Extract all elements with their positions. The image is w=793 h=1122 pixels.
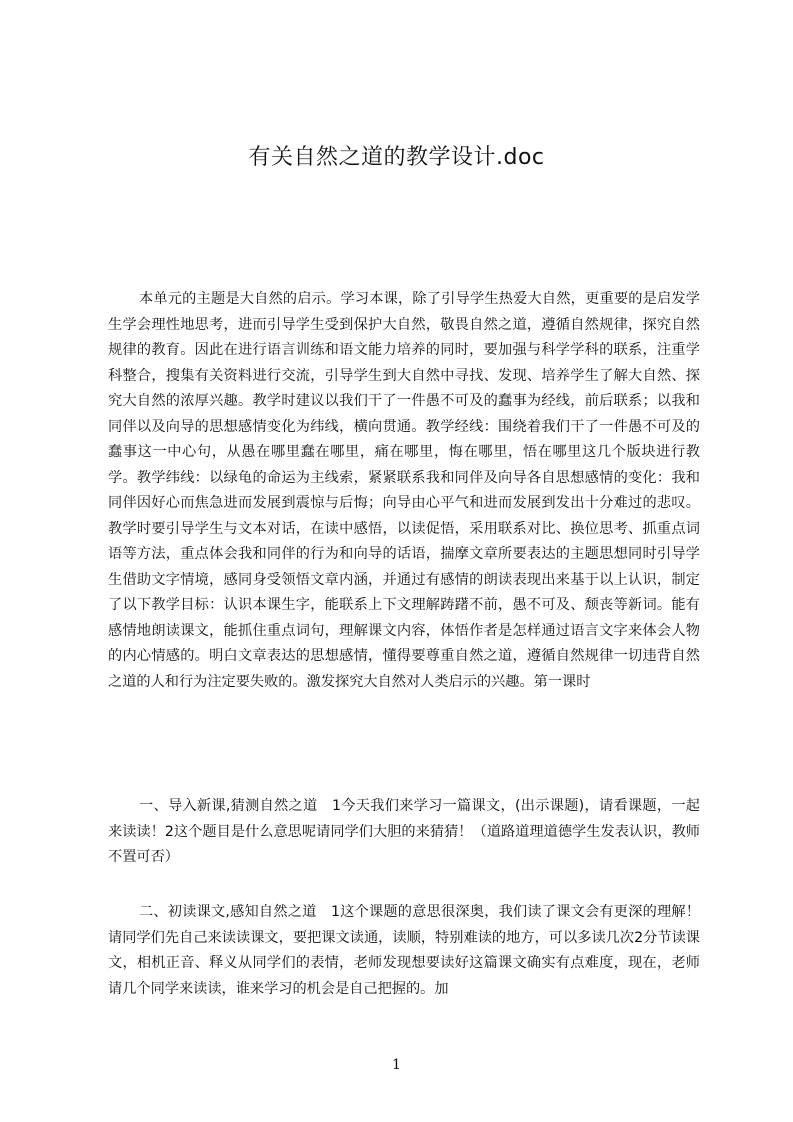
document-title: 有关自然之道的教学设计.doc bbox=[248, 145, 545, 170]
page-number: 1 bbox=[392, 1057, 401, 1073]
paragraph-intro: 本单元的主题是大自然的启示。学习本课，除了引导学生热爱大自然，更重要的是启发学生学会理性地思考，进而引导学生受到保护大自然，敬畏自然之道，遵循自然规律，探究自然规律的教育。因此在进行语言训练和语文能力培养的同时，要加强与科学学科的联系，注重学科整合，搜集有关资料进行交流，引导学生到大自然中寻找、发现、培养学生了解大自然、探究大自然的浓厚兴趣。教学时建议以我们干了一件愚不可及的蠢事为经线，前后联系；以我和同伴以及向导的思想感情变化为纬线，横向贯通。教学经线：围绕着我们干了一件愚不可及的蠢事这一中心句，从愚在哪里蠢在哪里，痛在哪里，悔在哪里，悟在哪里这几个版块进行教学。教学纬线：以绿龟的命运为主线索，紧紧联系我和同伴及向导各自思想感情的变化：我和同伴因好心而焦急进而发展到震惊与后悔；向导由心平气和进而发展到发出十分难过的悲叹。教学时要引导学生与文本对话，在读中感悟，以读促悟，采用联系对比、换位思考、抓重点词语等方法，重点体会我和同伴的行为和向导的话语，揣摩文章所要表达的主题思想同时引导学生借助文字情境，感同身受领悟文章内涵，并通过有感情的朗读表现出来基于以上认识，制定了以下教学目标：认识本课生字，能联系上下文理解踌躇不前，愚不可及、颓丧等新词。能有感情地朗读课文，能抓住重点词句，理解课文内容，体悟作者是怎样通过语言文字来体会人物的内心情感的。明白文章表达的思想感情，懂得要尊重自然之道，遵循自然规律一切违背自然之道的人和行为注定要失败的。激发探究大自然对人类启示的兴趣。第一课时 bbox=[108, 291, 700, 690]
paragraph-section-one: 一、导入新课,猜测自然之道 1今天我们来学习一篇课文，(出示课题)，请看课题，一起来读读！2这个题目是什么意思呢请同学们大胆的来猜猜！（道路道理道德学生发表认识，教师不置可否） bbox=[108, 798, 700, 865]
paragraph-section-two: 二、初读课文,感知自然之道 1这个课题的意思很深奥，我们读了课文会有更深的理解！请同学们先自己来读读课文，要把课文读通，读顺，特别难读的地方，可以多读几次2分节读课文，相机正音、释义从同学们的表情，老师发现想要读好这篇课文确实有点难度，现在，老师请几个同学来读读，谁来学习的机会是自己把握的。加 bbox=[108, 904, 700, 997]
